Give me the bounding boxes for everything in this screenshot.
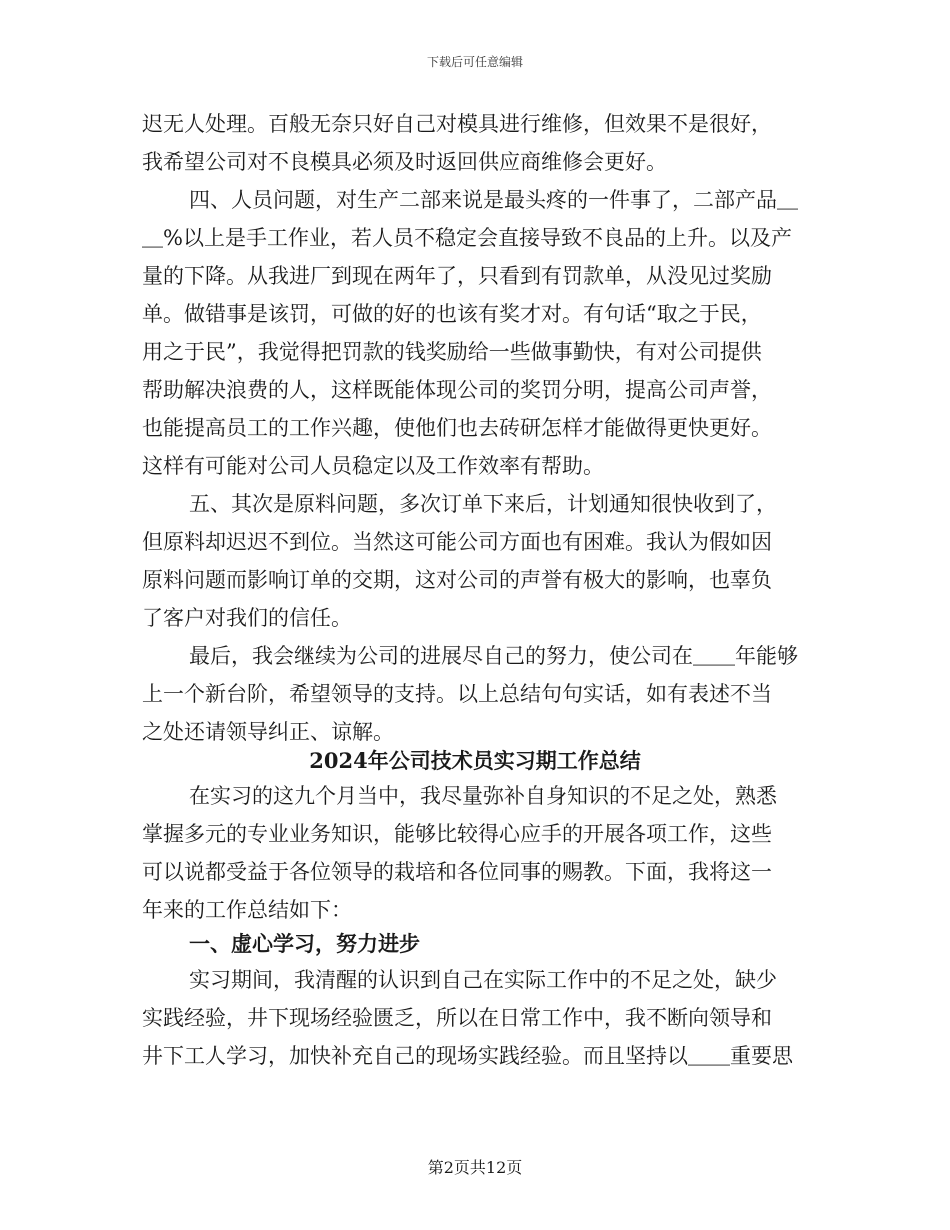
paragraph-line: 了客户对我们的信任。 [142, 606, 352, 630]
paragraph-line: 量的下降。从我进厂到现在两年了，只看到有罚款单，从没见过奖励 [142, 264, 772, 288]
paragraph-line: 四、人员问题，对生产二部来说是最头疼的一件事了，二部产品＿ [189, 188, 798, 212]
paragraph-line: 但原料却迟迟不到位。当然这可能公司方面也有困难。我认为假如因 [142, 530, 772, 554]
section-heading: 一、虚心学习，努力进步 [189, 931, 420, 956]
paragraph-line: 单。做错事是该罚，可做的好的也该有奖才对。有句话“取之于民， [142, 302, 762, 326]
paragraph-line: 也能提高员工的工作兴趣，使他们也去砖研怎样才能做得更快更好。 [142, 416, 772, 440]
paragraph-line: 在实习的这九个月当中，我尽量弥补自身知识的不足之处，熟悉 [189, 784, 777, 808]
paragraph-line: ＿%以上是手工作业，若人员不稳定会直接导致不良品的上升。以及产 [142, 226, 792, 250]
paragraph-line: 实践经验，井下现场经验匮乏，所以在日常工作中，我不断向领导和 [142, 1006, 772, 1030]
paragraph-line: 原料问题而影响订单的交期，这对公司的声誉有极大的影响，也辜负 [142, 568, 772, 592]
paragraph-line: 我希望公司对不良模具必须及时返回供应商维修会更好。 [142, 150, 667, 174]
paragraph-line: 迟无人处理。百般无奈只好自己对模具进行维修，但效果不是很好， [142, 112, 772, 136]
paragraph-line: 掌握多元的专业业务知识，能够比较得心应手的开展各项工作，这些 [142, 822, 772, 846]
paragraph-line: 这样有可能对公司人员稳定以及工作效率有帮助。 [142, 454, 604, 478]
paragraph-line: 最后，我会继续为公司的进展尽自己的努力，使公司在＿＿年能够 [189, 644, 798, 668]
paragraph-line: 五、其次是原料问题，多次订单下来后，计划通知很快收到了， [189, 492, 777, 516]
paragraph-line: 年来的工作总结如下： [142, 898, 352, 922]
paragraph-line: 井下工人学习，加快补充自己的现场实践经验。而且坚持以＿＿重要思 [142, 1044, 793, 1068]
paragraph-line: 用之于民”，我觉得把罚款的钱奖励给一些做事勤快，有对公司提供 [142, 340, 762, 364]
paragraph-line: 可以说都受益于各位领导的栽培和各位同事的赐教。下面，我将这一 [142, 860, 772, 884]
paragraph-line: 帮助解决浪费的人，这样既能体现公司的奖罚分明，提高公司声誉， [142, 378, 772, 402]
document-title: 2024年公司技术员实习期工作总结 [309, 748, 641, 773]
paragraph-line: 实习期间，我清醒的认识到自己在实际工作中的不足之处，缺少 [189, 968, 777, 992]
paragraph-line: 上一个新台阶，希望领导的支持。以上总结句句实话，如有表述不当 [142, 682, 772, 706]
page-number-footer: 第2页共12页 [427, 1158, 523, 1177]
paragraph-line: 之处还请领导纠正、谅解。 [142, 720, 394, 744]
page-header-note: 下载后可任意编辑 [426, 55, 523, 69]
